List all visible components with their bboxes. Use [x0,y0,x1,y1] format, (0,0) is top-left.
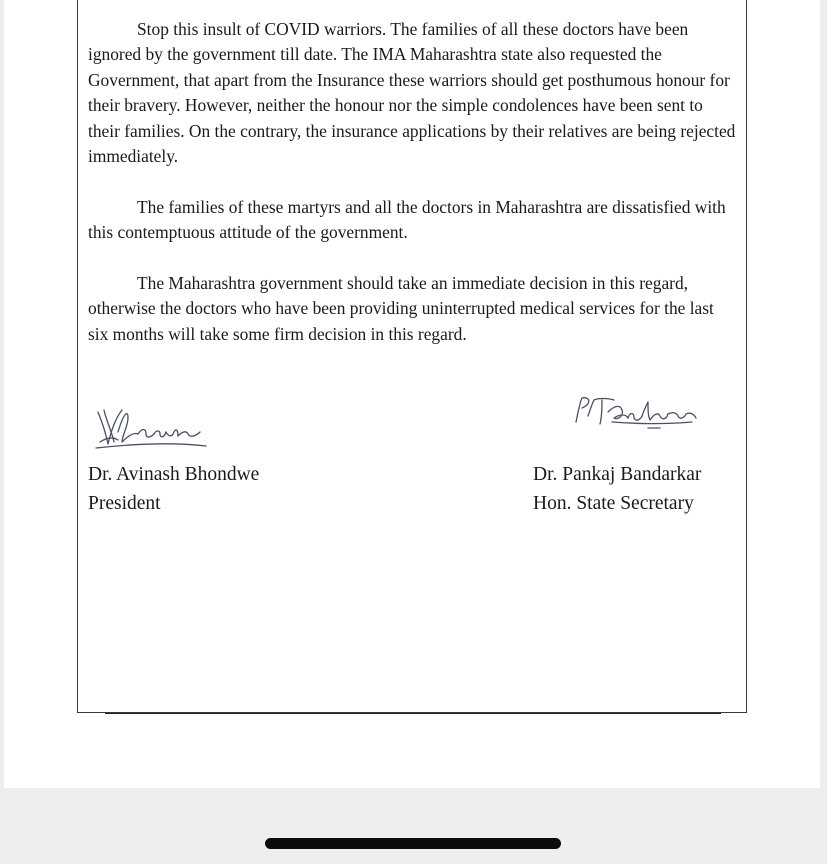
signatory-title-left: President [88,493,161,514]
signatory-title-right: Hon. State Secretary [533,493,694,514]
home-indicator-bar[interactable] [265,838,561,849]
signature-bandarkar [568,392,704,436]
signatory-name-left: Dr. Avinash Bhondwe [88,464,260,485]
signatory-name-right: Dr. Pankaj Bandarkar [533,464,702,485]
body-paragraph-3: The Maharashtra government should take an immediate decision in this regard, otherwise the doctors who have been providing uninterrupted medical services for the last six months will take some firm decision in this regard. [88,273,714,344]
signature-bhondwe [92,402,212,454]
letter-bottom-rule [105,713,721,714]
body-paragraph-1: Stop this insult of COVID warriors. The families of all these doctors have been ignored by the government till date. The IMA Maharashtra state also requested the Government, that apart from the Insurance these warriors should get posthumous honour for their bravery. However, neither the honour nor the simple condolences have been sent to their families. On the contrary, the insurance applications by their relatives are being rejected immediately. [88,19,736,167]
body-paragraph-2: The families of these martyrs and all the doctors in Maharashtra are dissatisfied with this contemptuous attitude of the government. [88,197,726,243]
